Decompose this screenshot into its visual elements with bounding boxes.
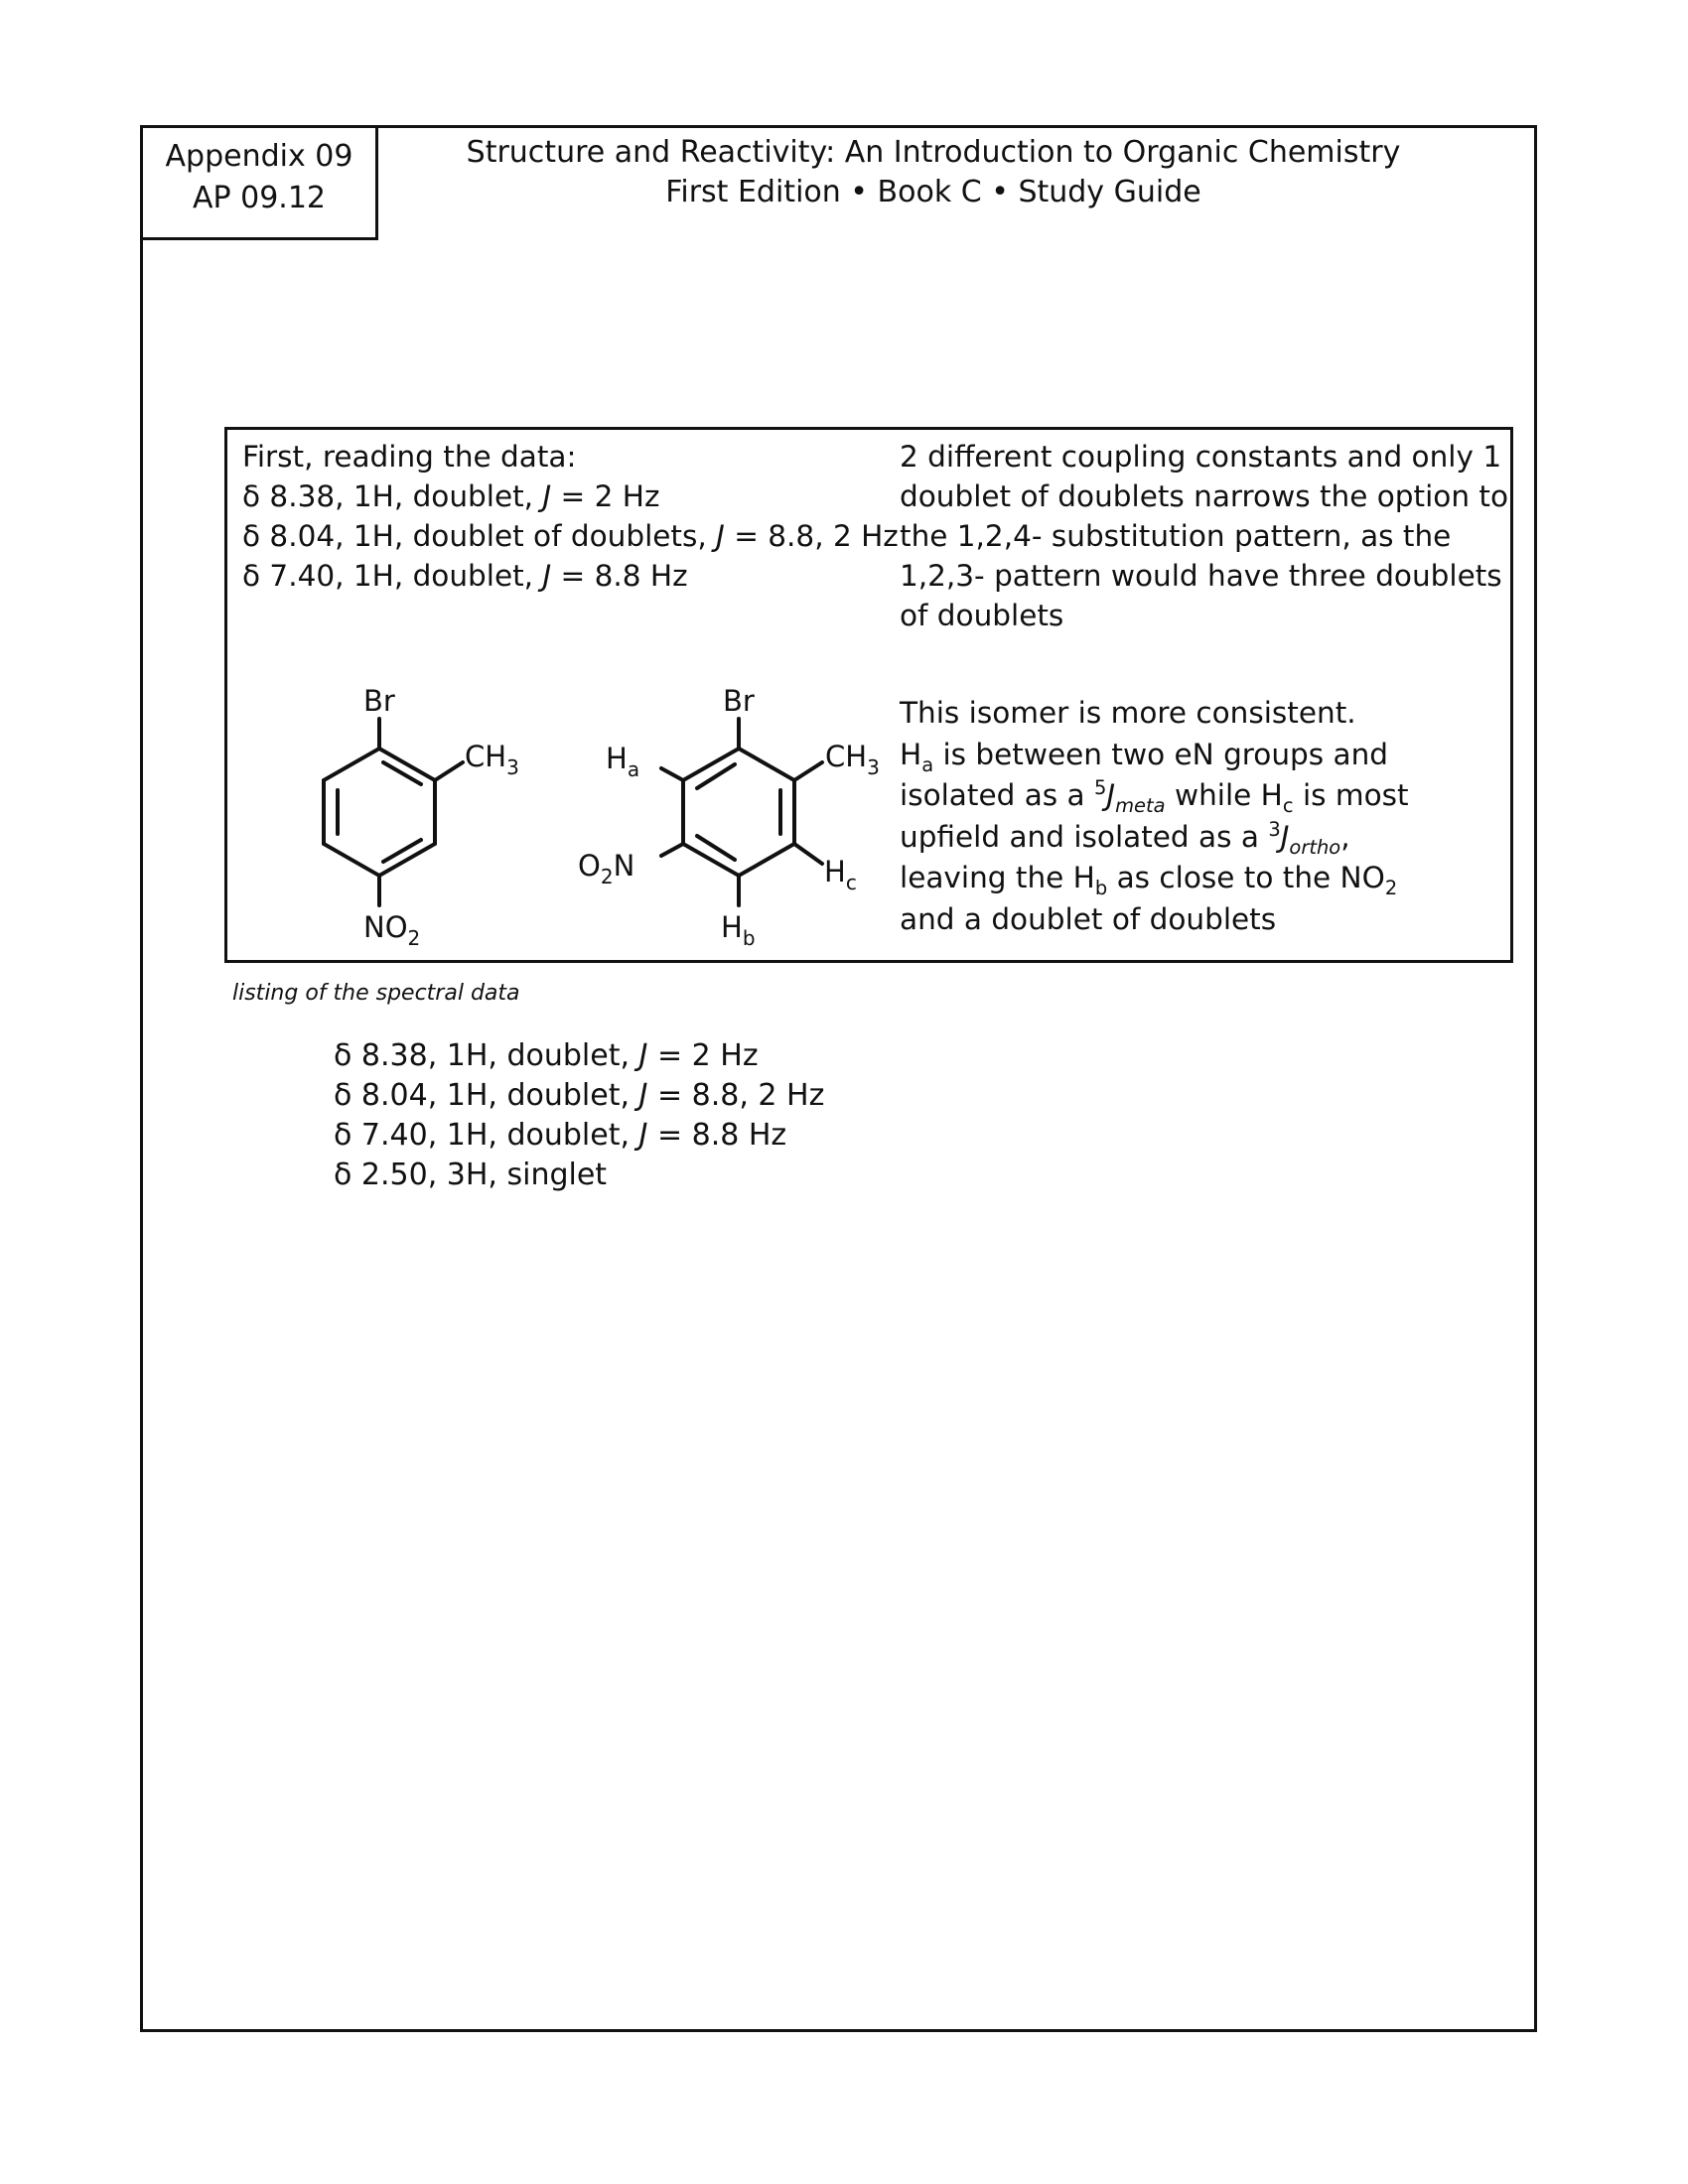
molecule-1-ch3: CH xyxy=(465,740,507,773)
data-heading: First, reading the data: xyxy=(242,440,577,474)
reasoning-text: 2 different coupling constants and only 1 doublet of doublets narrows the option to the 1,2,4- substitution pattern, as the 1,2,3- pattern would have three doublets of doublets xyxy=(900,440,1509,632)
isomer-line: upfield and isolated as a $^3J_{ortho}$, xyxy=(900,817,1350,859)
data-line: δ 8.04, 1H, doublet of doublets, J = 8.8, 2 Hz xyxy=(242,519,899,553)
molecule-2-skeleton xyxy=(661,719,822,905)
molecule-1-skeleton xyxy=(324,719,463,905)
molecule-2-o2n: O xyxy=(578,849,601,883)
isomer-line: $H_a$ is between two eN groups and xyxy=(900,737,1389,776)
appendix-id-box xyxy=(140,125,378,240)
molecule-1-no2: NO xyxy=(363,910,408,944)
svg-text:CH3: $CH_3$ xyxy=(825,740,880,779)
molecule-2-br: Br xyxy=(723,684,755,718)
listing-line: δ 2.50, 3H, singlet xyxy=(334,1158,608,1192)
data-line: δ 7.40, 1H, doublet, J = 8.8 Hz xyxy=(242,559,688,593)
isomer-line: and a doublet of doublets xyxy=(900,901,1277,936)
isomer-line: This isomer is more consistent. xyxy=(900,696,1356,730)
svg-text:Hb: $H_b$ xyxy=(721,910,756,950)
appendix-label: Appendix 09 xyxy=(165,139,353,174)
data-line: δ 8.38, 1H, doublet, J = 2 Hz xyxy=(242,479,660,513)
book-title: Structure and Reactivity: An Introduction to Organic Chemistry xyxy=(466,135,1401,170)
listing-line: δ 8.04, 1H, doublet, J = 8.8, 2 Hz xyxy=(334,1078,825,1113)
svg-text:Ha: $H_a$ xyxy=(606,742,640,781)
molecule-1-br: Br xyxy=(363,684,395,718)
molecule-2-hc: H xyxy=(824,855,846,888)
spectral-listing xyxy=(334,1036,824,1195)
svg-text:CH3: $CH_3$ xyxy=(465,740,519,779)
page-code: AP 09.12 xyxy=(192,181,327,215)
svg-text:Hc: $H_c$ xyxy=(824,855,857,894)
edition-line: First Edition • Book C • Study Guide xyxy=(665,175,1201,209)
book-header xyxy=(417,133,1450,212)
svg-text:NO2: $NO_2$ xyxy=(363,910,421,950)
listing-line: δ 7.40, 1H, doublet, J = 8.8 Hz xyxy=(334,1118,787,1153)
molecule-2-hb: H xyxy=(721,910,743,944)
listing-line: δ 8.38, 1H, doublet, J = 2 Hz xyxy=(334,1038,759,1073)
svg-text:O2N: $O_2N$ xyxy=(578,849,635,888)
isomer-line: isolated as a $^5J_{meta}$ while $H_c$ is most xyxy=(900,776,1409,817)
molecule-2-ch3: CH xyxy=(825,740,868,773)
molecule-2-ha: H xyxy=(606,742,628,775)
isomer-line: leaving the $H_b$ as close to the $NO_2$ xyxy=(900,861,1398,899)
structures-drawing xyxy=(224,675,900,963)
data-reading-block xyxy=(242,437,898,596)
isomer-note xyxy=(900,693,1511,940)
figure-caption: listing of the spectral data xyxy=(232,981,520,1006)
